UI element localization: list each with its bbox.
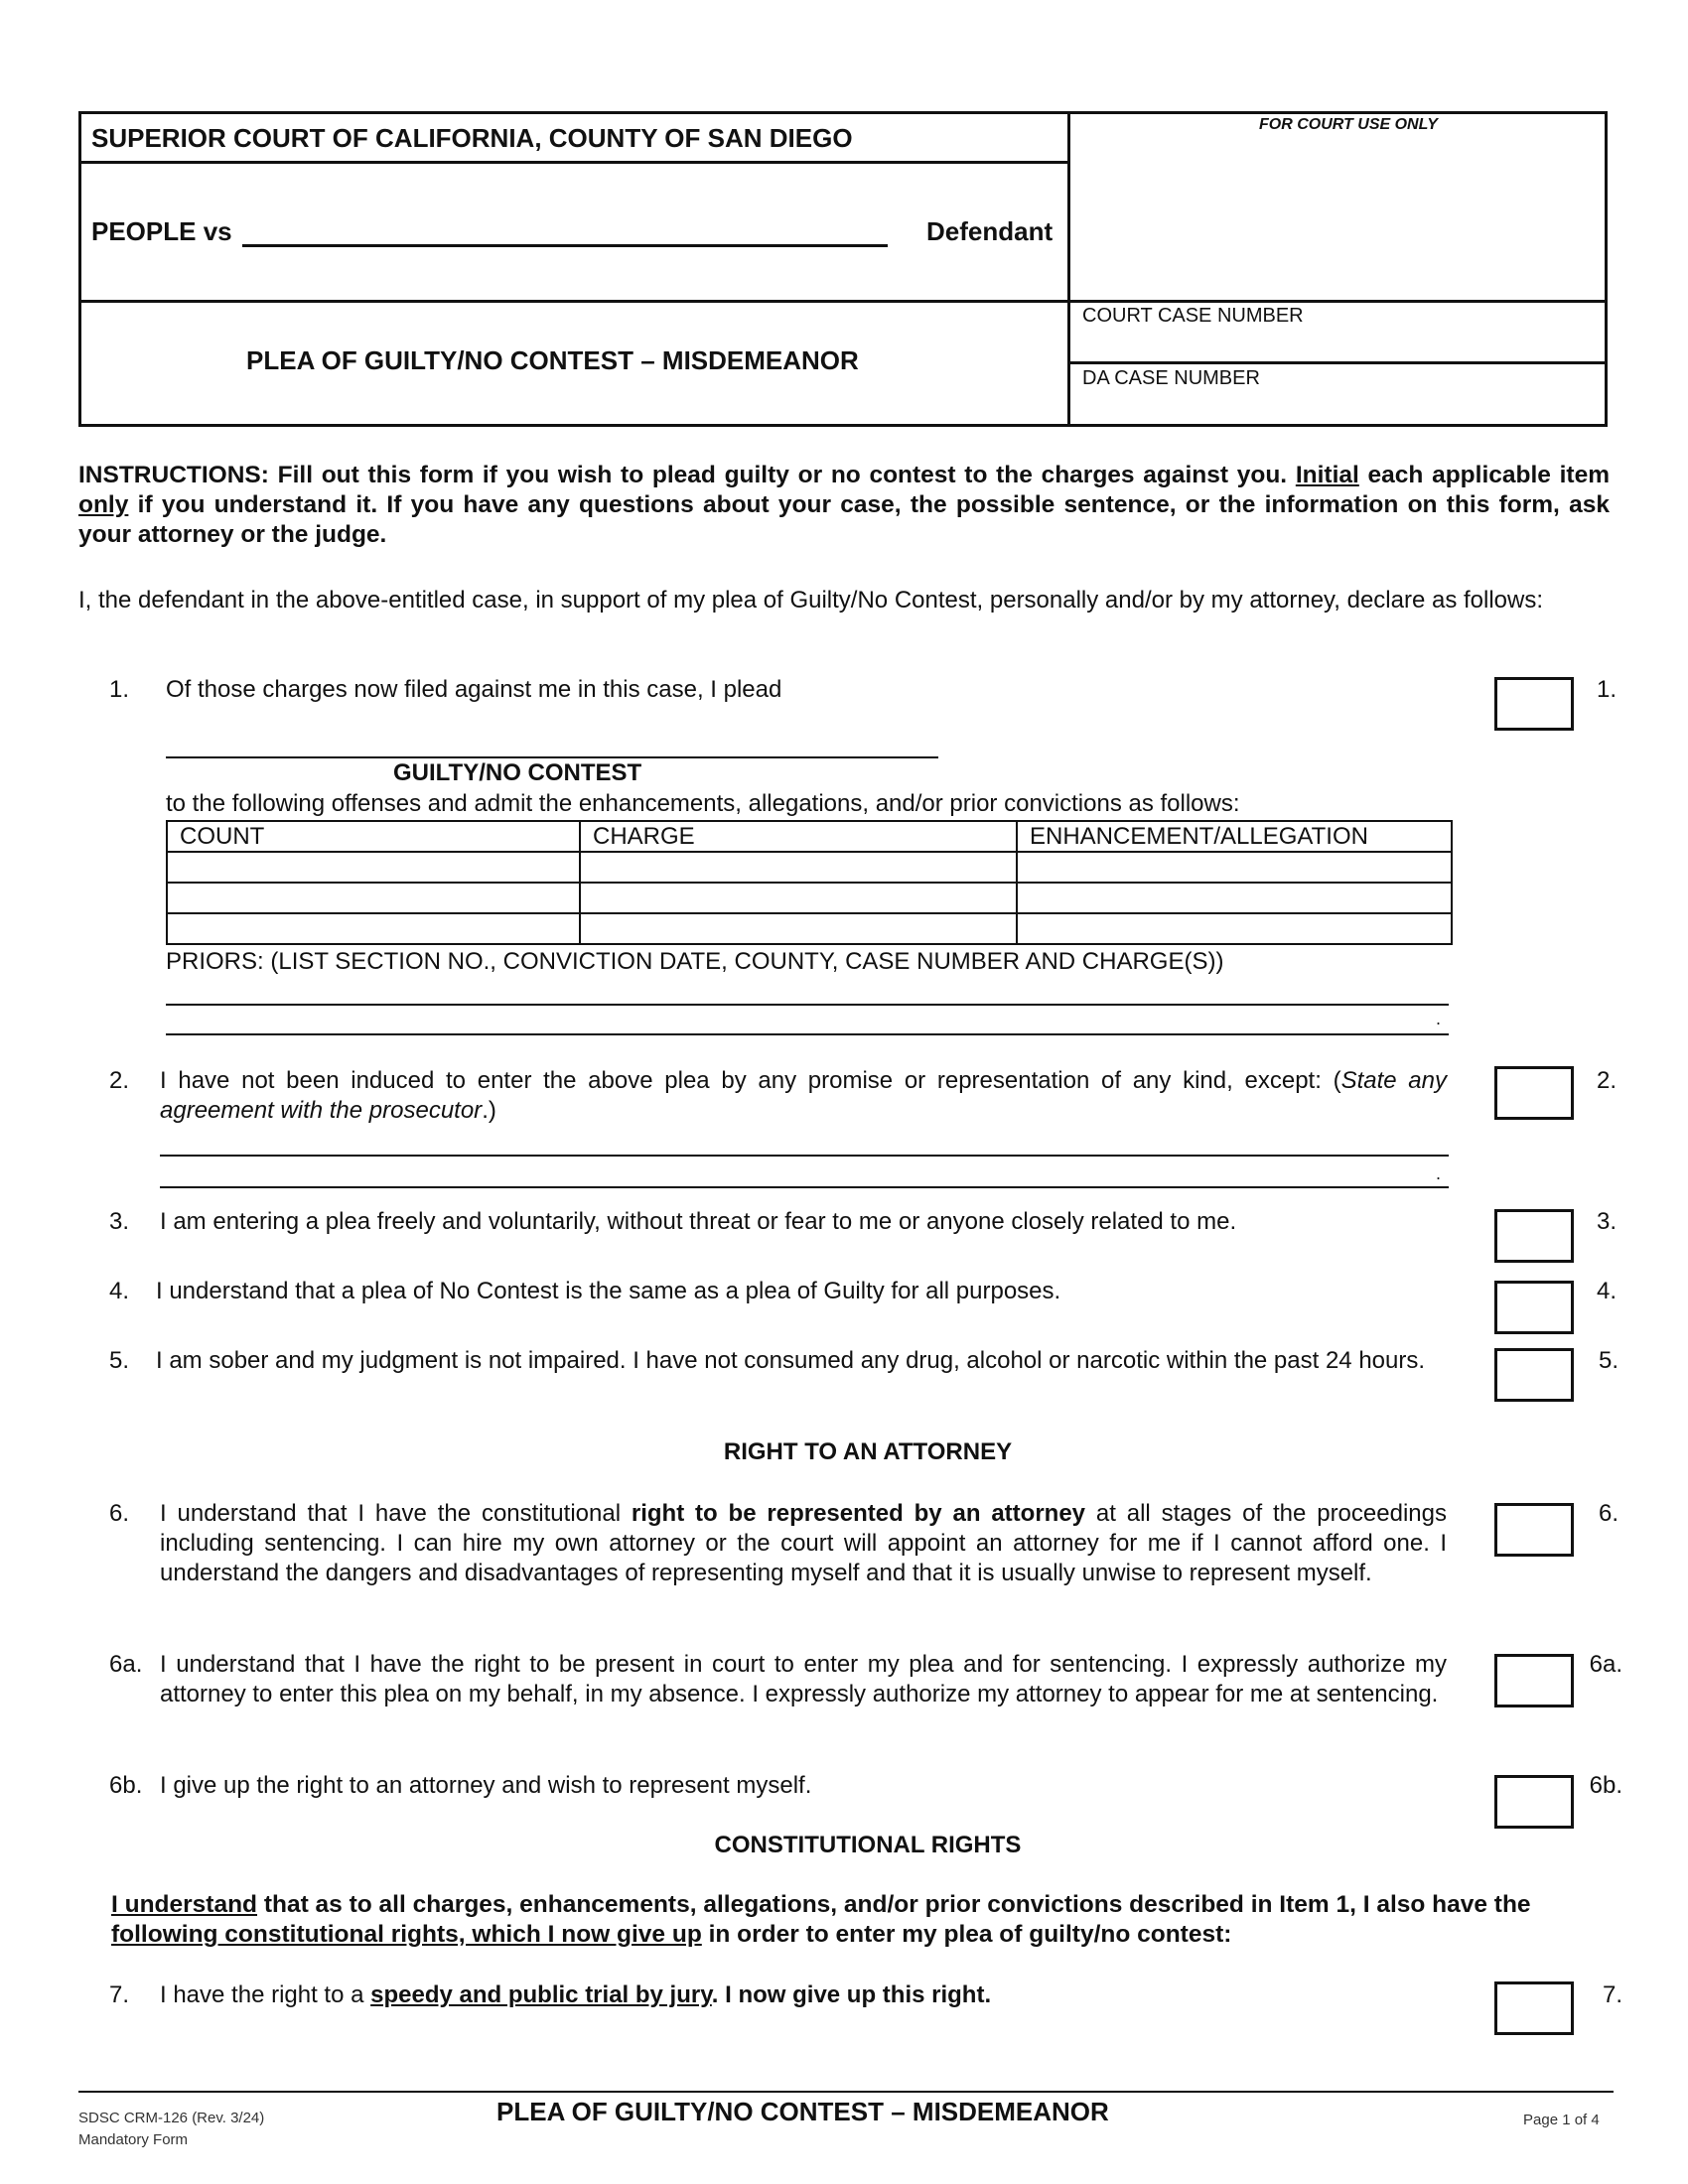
- charges-table: [166, 820, 1453, 945]
- enhancement-cell[interactable]: [1017, 852, 1452, 883]
- column-enhancement: ENHANCEMENT/ALLEGATION: [1017, 821, 1452, 852]
- mandatory-form-label: Mandatory Form: [78, 2131, 189, 2148]
- count-cell[interactable]: [167, 852, 580, 883]
- item-7-right-number: 7.: [1602, 1981, 1622, 2008]
- priors-label: PRIORS: (LIST SECTION NO., CONVICTION DATE, COUNTY, CASE NUMBER AND CHARGE(S)): [166, 948, 1224, 975]
- people-vs-label: PEOPLE vs: [91, 216, 232, 246]
- item-1-text: Of those charges now filed against me in this case, I plead: [166, 676, 782, 703]
- item-7-initial-box[interactable]: [1494, 1981, 1574, 2035]
- defendant-label: Defendant: [926, 216, 1054, 246]
- count-cell[interactable]: [167, 883, 580, 913]
- item-6-number: 6.: [109, 1500, 130, 1527]
- item-6b-number: 6b.: [109, 1772, 143, 1799]
- da-case-number-label: DA CASE NUMBER: [1082, 367, 1260, 389]
- table-row: [167, 852, 1452, 883]
- court-case-number-field[interactable]: [1072, 328, 1605, 359]
- item-5-number: 5.: [109, 1347, 130, 1374]
- item-2-text: I have not been induced to enter the above plea by any promise or representation of any kind, except: (State any agreement with the prosecutor.): [160, 1067, 1447, 1124]
- form-title: PLEA OF GUILTY/NO CONTEST – MISDEMEANOR: [246, 345, 859, 375]
- item-6-right-number: 6.: [1598, 1500, 1618, 1527]
- item-6b-right-number: 6b.: [1589, 1772, 1622, 1799]
- item-6b-initial-box[interactable]: [1494, 1775, 1574, 1829]
- footer-rule: [78, 2091, 1614, 2093]
- declaration: I, the defendant in the above-entitled case, in support of my plea of Guilty/No Contest, personally and/or by my attorney, declare as follows:: [78, 587, 1544, 614]
- item-3-text: I am entering a plea freely and voluntarily, without threat or fear to me or anyone closely related to me.: [160, 1208, 1237, 1235]
- item-5-right-number: 5.: [1598, 1347, 1618, 1374]
- enhancement-cell[interactable]: [1017, 883, 1452, 913]
- court-case-number-label: COURT CASE NUMBER: [1082, 305, 1304, 327]
- table-header-row: [167, 821, 1452, 852]
- priors-line-2[interactable]: [166, 1033, 1449, 1035]
- court-name: SUPERIOR COURT OF CALIFORNIA, COUNTY OF SAN DIEGO: [91, 123, 853, 153]
- page-number: Page 1 of 4: [1523, 2112, 1600, 2128]
- priors-period: .: [1436, 1009, 1442, 1028]
- item-6b-text: I give up the right to an attorney and wish to represent myself.: [160, 1772, 812, 1799]
- section-constitutional-rights: CONSTITUTIONAL RIGHTS: [714, 1832, 1022, 1858]
- item-6a-number: 6a.: [109, 1651, 143, 1678]
- column-charge: CHARGE: [580, 821, 1017, 852]
- section-right-to-attorney: RIGHT TO AN ATTORNEY: [723, 1438, 1013, 1465]
- item-3-right-number: 3.: [1596, 1208, 1617, 1235]
- form-number: SDSC CRM-126 (Rev. 3/24): [78, 2110, 265, 2126]
- caption-divider-2: [78, 300, 1608, 303]
- column-count: COUNT: [167, 821, 580, 852]
- agreement-line-1[interactable]: [160, 1155, 1449, 1157]
- caption-divider-vertical: [1067, 111, 1070, 427]
- item-4-right-number: 4.: [1596, 1278, 1617, 1304]
- count-cell[interactable]: [167, 913, 580, 944]
- rights-intro: I understand that as to all charges, enhancements, allegations, and/or prior convictions described in Item 1, I also have the following constitutional rights, which I now give up in order to enter my plea of guilty/no contest:: [111, 1891, 1531, 1948]
- instructions: INSTRUCTIONS: Fill out this form if you wish to plead guilty or no contest to the charges against you. Initial each applicable item only if you understand it. If you have any questions about your case, the possible sentence, or the information on this form, ask your attorney or the judge.: [78, 462, 1610, 548]
- item-6a-right-number: 6a.: [1589, 1651, 1622, 1678]
- court-use-only-field[interactable]: [1072, 139, 1605, 298]
- court-use-only-label: FOR COURT USE ONLY: [1259, 116, 1438, 133]
- agreement-period: .: [1436, 1163, 1442, 1183]
- footer-title: PLEA OF GUILTY/NO CONTEST – MISDEMEANOR: [496, 2097, 1109, 2126]
- item-2-number: 2.: [109, 1067, 130, 1094]
- charge-cell[interactable]: [580, 883, 1017, 913]
- table-row: [167, 883, 1452, 913]
- charge-cell[interactable]: [580, 913, 1017, 944]
- item-5-text: I am sober and my judgment is not impaired. I have not consumed any drug, alcohol or narcotic within the past 24 hours.: [156, 1347, 1426, 1374]
- da-case-number-field[interactable]: [1072, 391, 1605, 423]
- offenses-text: to the following offenses and admit the enhancements, allegations, and/or prior convictions as follows:: [166, 790, 1240, 817]
- item-1-number: 1.: [109, 676, 130, 703]
- charge-cell[interactable]: [580, 852, 1017, 883]
- item-2-right-number: 2.: [1596, 1067, 1617, 1094]
- item-7-text: I have the right to a speedy and public trial by jury. I now give up this right.: [160, 1981, 992, 2008]
- item-7-number: 7.: [109, 1981, 130, 2008]
- agreement-line-2[interactable]: [160, 1186, 1449, 1188]
- table-row: [167, 913, 1452, 944]
- enhancement-cell[interactable]: [1017, 913, 1452, 944]
- item-6-text: I understand that I have the constitutional right to be represented by an attorney at all stages of the proceedings including sentencing. I can hire my own attorney or the court will appoint an attorney for me if I cannot afford one. I understand the dangers and disadvantages of representing myself and that it is usually unwise to represent myself.: [160, 1500, 1447, 1586]
- caption-divider-1: [78, 161, 1069, 164]
- item-4-text: I understand that a plea of No Contest is the same as a plea of Guilty for all purposes.: [156, 1278, 1061, 1304]
- item-3-number: 3.: [109, 1208, 130, 1235]
- plea-label: GUILTY/NO CONTEST: [393, 759, 642, 786]
- defendant-name-field[interactable]: [242, 244, 888, 247]
- priors-line-1[interactable]: [166, 1004, 1449, 1006]
- item-4-number: 4.: [109, 1278, 130, 1304]
- item-6a-initial-box[interactable]: [1494, 1654, 1574, 1707]
- item-6a-text: I understand that I have the right to be present in court to enter my plea and for sentencing. I expressly authorize my attorney to enter this plea on my behalf, in my absence. I expressly authorize my attorney to appear for me at sentencing.: [160, 1651, 1447, 1707]
- item-1-right-number: 1.: [1596, 676, 1617, 703]
